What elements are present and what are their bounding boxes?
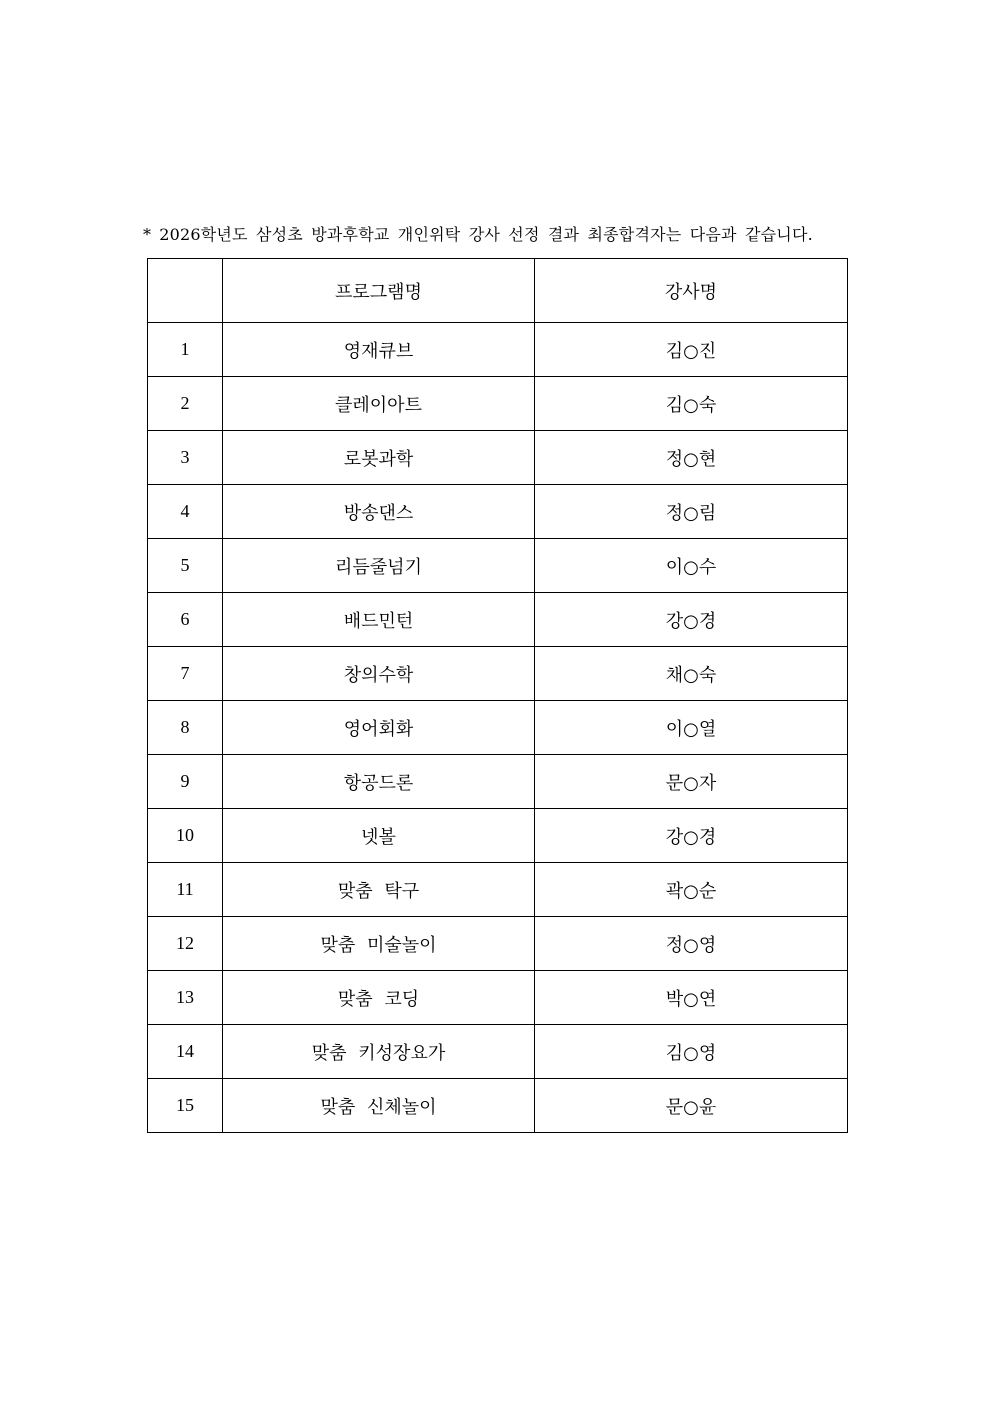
table-row [148,971,848,1025]
table-row [148,1025,848,1079]
program-name: 맞춤 코딩 [223,971,535,1025]
table-row [148,863,848,917]
table-row [148,485,848,539]
row-number: 11 [148,863,223,917]
instructor-name: 박○연 [535,971,848,1025]
row-number: 4 [148,485,223,539]
instructor-name: 정○림 [535,485,848,539]
row-number: 14 [148,1025,223,1079]
row-number: 15 [148,1079,223,1133]
program-name: 맞춤 미술놀이 [223,917,535,971]
row-number: 6 [148,593,223,647]
row-number: 12 [148,917,223,971]
table-row [148,647,848,701]
notice-line [143,222,813,245]
row-number: 8 [148,701,223,755]
table-row [148,701,848,755]
asterisk-mark: * [143,225,152,244]
row-number: 1 [148,323,223,377]
table-header-row [148,259,848,323]
program-name: 맞춤 탁구 [223,863,535,917]
header-program: 프로그램명 [223,259,535,323]
table-row [148,917,848,971]
instructor-name: 정○현 [535,431,848,485]
row-number: 3 [148,431,223,485]
header-instructor: 강사명 [535,259,848,323]
table-row [148,809,848,863]
program-name: 맞춤 신체놀이 [223,1079,535,1133]
table-row [148,1079,848,1133]
row-number: 7 [148,647,223,701]
instructor-name: 문○자 [535,755,848,809]
program-name: 넷볼 [223,809,535,863]
row-number: 10 [148,809,223,863]
header-number [148,259,223,323]
instructor-name: 곽○순 [535,863,848,917]
program-name: 영재큐브 [223,323,535,377]
table-row [148,755,848,809]
row-number: 13 [148,971,223,1025]
instructor-name: 문○윤 [535,1079,848,1133]
table-row [148,377,848,431]
instructor-name: 이○수 [535,539,848,593]
table-row [148,593,848,647]
table-row [148,539,848,593]
instructor-name: 김○진 [535,323,848,377]
row-number: 5 [148,539,223,593]
program-name: 항공드론 [223,755,535,809]
table-row [148,431,848,485]
notice-text: 2026학년도 삼성초 방과후학교 개인위탁 강사 선정 결과 최종합격자는 다음과 같습니다. [159,225,813,244]
instructor-name: 김○영 [535,1025,848,1079]
table-row [148,323,848,377]
instructor-name: 강○경 [535,809,848,863]
program-name: 맞춤 키성장요가 [223,1025,535,1079]
row-number: 9 [148,755,223,809]
instructor-name: 이○열 [535,701,848,755]
program-name: 창의수학 [223,647,535,701]
row-number: 2 [148,377,223,431]
program-name: 로봇과학 [223,431,535,485]
instructor-name: 강○경 [535,593,848,647]
instructor-name: 김○숙 [535,377,848,431]
program-name: 방송댄스 [223,485,535,539]
selection-result-table [147,258,848,1133]
instructor-name: 정○영 [535,917,848,971]
program-name: 리듬줄넘기 [223,539,535,593]
program-name: 영어회화 [223,701,535,755]
instructor-name: 채○숙 [535,647,848,701]
program-name: 배드민턴 [223,593,535,647]
program-name: 클레이아트 [223,377,535,431]
